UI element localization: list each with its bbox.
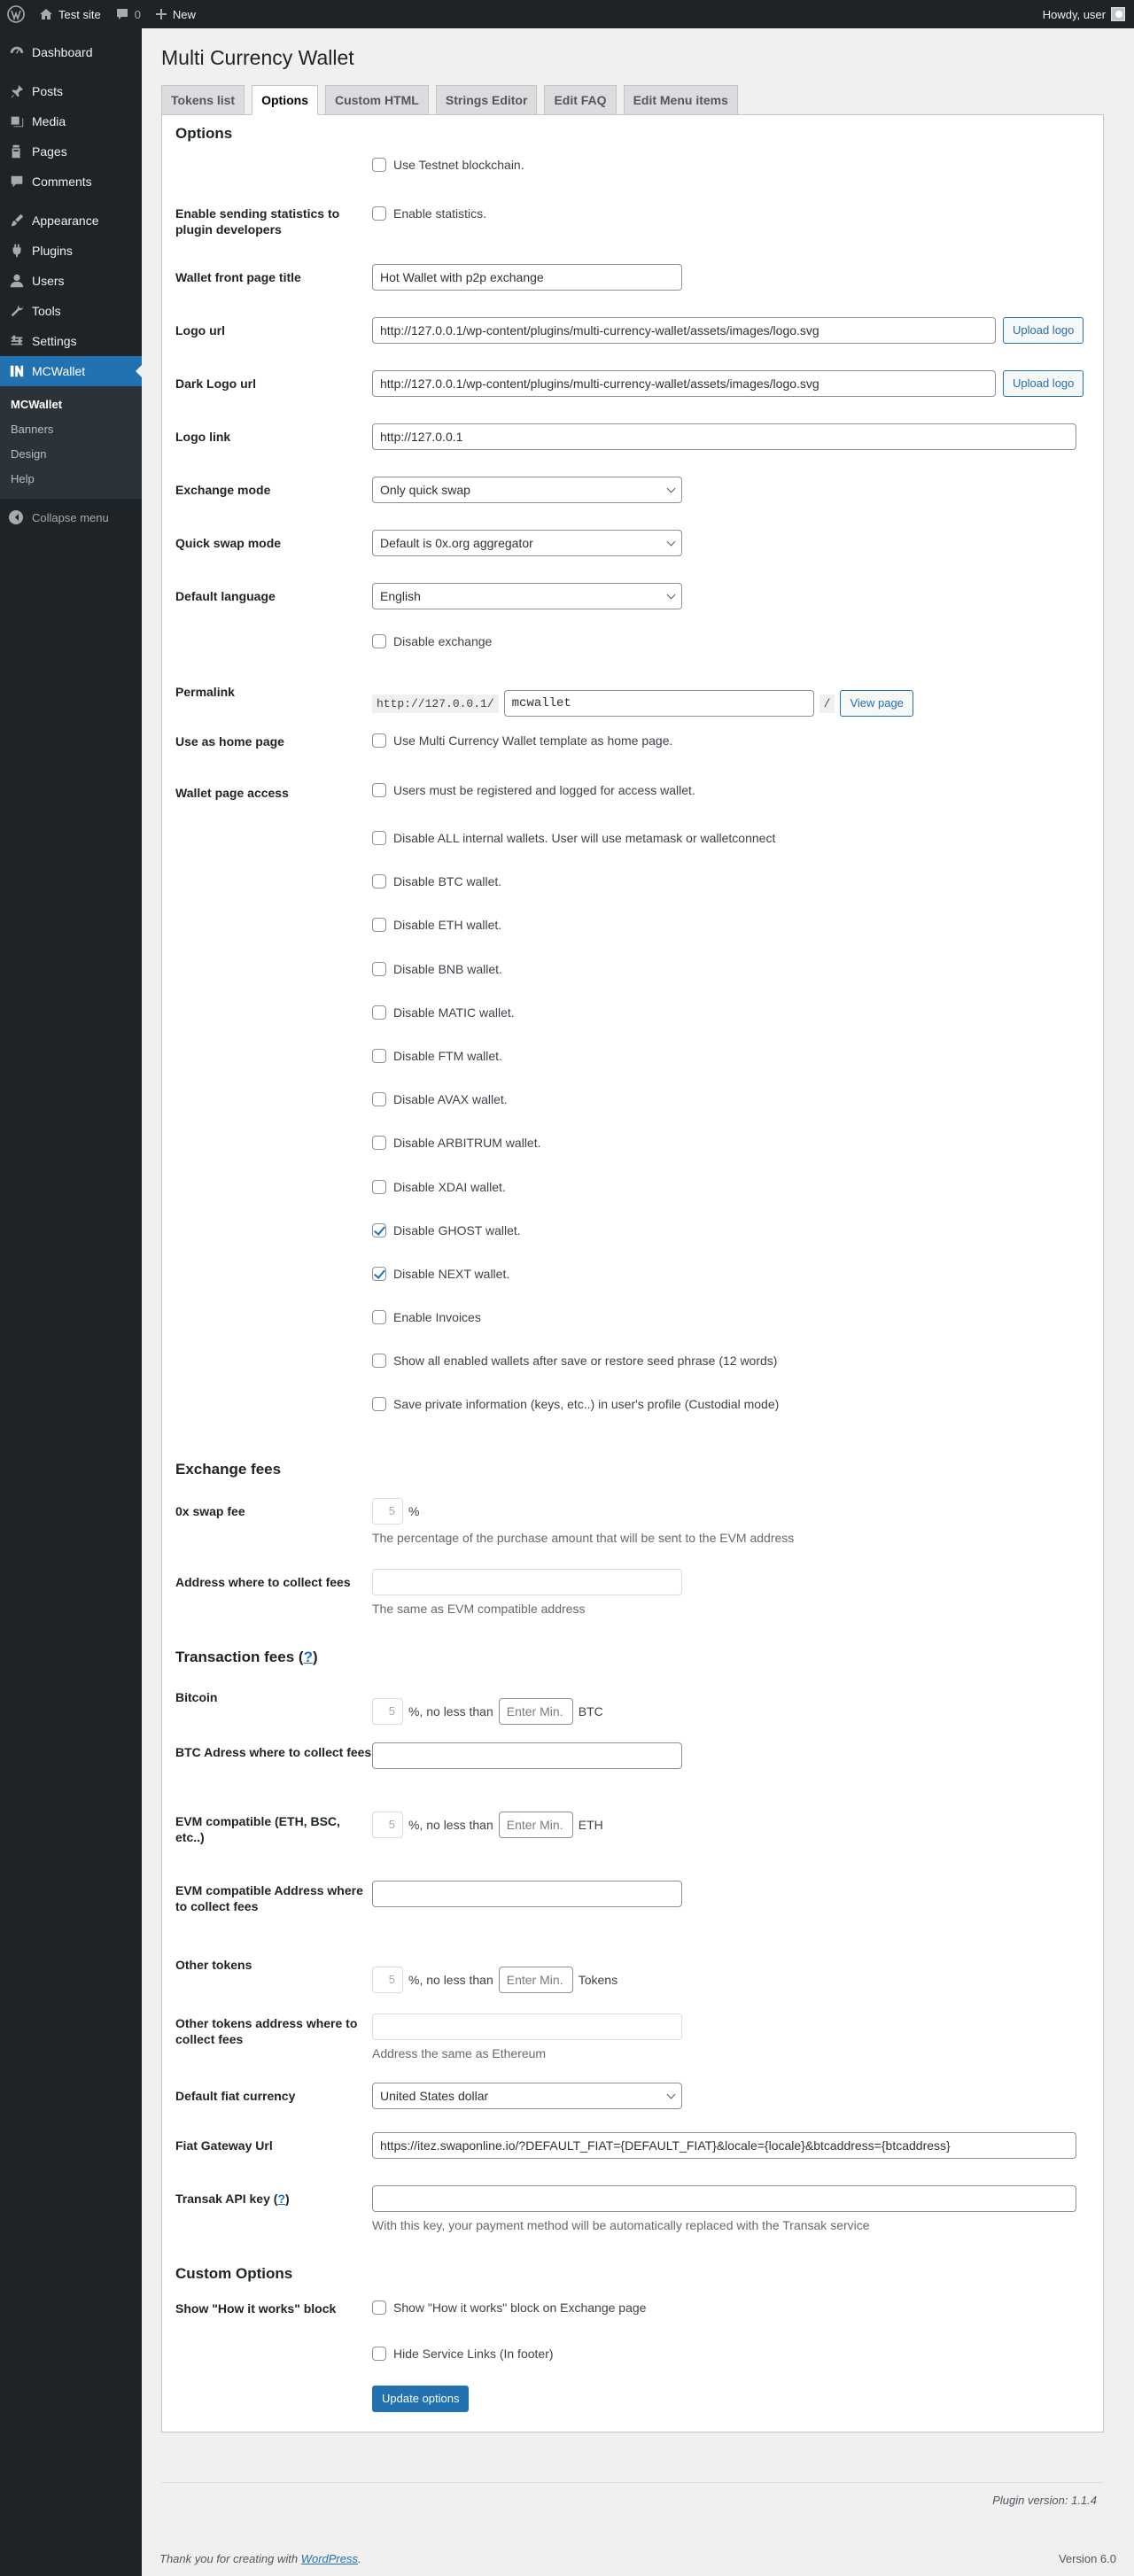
access-option-checkbox[interactable]	[372, 1180, 386, 1194]
bitcoin-min-input[interactable]: Enter Min.	[499, 1698, 573, 1725]
chevron-down-icon	[667, 591, 676, 600]
access-option	[372, 1395, 1090, 1439]
permalink-slash: /	[819, 694, 835, 713]
settings-icon	[9, 333, 25, 349]
dark-logo-url-input[interactable]: http://127.0.0.1/wp-content/plugins/multi-currency-wallet/assets/images/logo.svg	[372, 370, 996, 397]
plugin-version: Plugin version: 1.1.4	[992, 2494, 1097, 2507]
service-links-label: Hide Service Links (In footer)	[393, 2346, 554, 2361]
fiat-heading: Default fiat currency	[175, 2088, 296, 2103]
no-less-than-label: %, no less than	[408, 1817, 493, 1832]
chevron-down-icon	[667, 485, 676, 493]
dark-logo-row	[175, 370, 1090, 423]
submenu-item-mcwallet[interactable]: MCWallet	[11, 398, 63, 411]
footer-divider	[161, 2482, 1104, 2483]
access-option-label: Enable Invoices	[393, 1310, 481, 1325]
percent-sign: %	[408, 1503, 420, 1518]
sidebar-item-media[interactable]	[0, 106, 142, 136]
testnet-row	[175, 152, 1090, 206]
quick-swap-row	[175, 530, 1090, 583]
how-row	[175, 2295, 1090, 2343]
access-option-checkbox[interactable]	[372, 874, 386, 888]
pages-icon	[9, 144, 25, 159]
sidebar-item-pages[interactable]	[0, 136, 142, 167]
bitcoin-heading: Bitcoin	[175, 1689, 218, 1704]
quick-swap-select[interactable]	[372, 530, 682, 556]
transak-description: With this key, your payment method will be automatically replaced with the Transak service	[372, 2217, 870, 2232]
site-name: Test site	[58, 7, 101, 21]
gateway-row	[175, 2132, 1090, 2185]
admin-bar	[0, 0, 1134, 28]
how-checkbox[interactable]	[372, 2301, 386, 2315]
submenu-item-help[interactable]: Help	[11, 472, 35, 485]
sidebar-label: Settings	[32, 334, 77, 348]
users-icon	[9, 273, 25, 289]
gateway-url-input[interactable]: https://itez.swaponline.io/?DEFAULT_FIAT={DEFAULT_FIAT}&locale={locale}&btcaddress={btcaddress}	[372, 2132, 1076, 2159]
upload-logo-button[interactable]: Upload logo	[1003, 317, 1084, 344]
brush-icon	[9, 213, 25, 229]
title-heading: Wallet front page title	[175, 270, 301, 284]
other-address-description: Address the same as Ethereum	[372, 2045, 547, 2060]
sidebar-label: Dashboard	[32, 45, 93, 59]
access-option-checkbox[interactable]	[372, 1005, 386, 1020]
access-option-label: Disable AVAX wallet.	[393, 1092, 508, 1107]
wrench-icon	[9, 303, 25, 319]
access-option-label: Disable ETH wallet.	[393, 918, 502, 933]
access-option-checkbox[interactable]	[372, 962, 386, 976]
access-option-label: Disable BTC wallet.	[393, 874, 502, 889]
evm-address-input[interactable]	[372, 1881, 682, 1907]
sidebar-item-comments[interactable]	[0, 167, 142, 197]
comment-icon	[115, 7, 129, 21]
home-label: Use Multi Currency Wallet template as home page.	[393, 733, 673, 748]
permalink-heading: Permalink	[175, 685, 235, 699]
logo-link-row	[175, 423, 1090, 477]
tab-edit-menu-items[interactable]: Edit Menu items	[624, 85, 738, 115]
home-heading: Use as home page	[175, 734, 284, 749]
access-option-checkbox[interactable]	[372, 1092, 386, 1106]
logo-link-input[interactable]: http://127.0.0.1	[372, 423, 1076, 450]
stats-row	[175, 206, 1090, 264]
access-option-label: Disable GHOST wallet.	[393, 1222, 521, 1238]
btc-address-heading: BTC Adress where to collect fees	[175, 1744, 372, 1759]
bitcoin-fee-row	[175, 1679, 1090, 1739]
access-option	[372, 829, 1090, 873]
sidebar-item-posts[interactable]	[0, 76, 142, 106]
access-option	[372, 1178, 1090, 1222]
sidebar-item-plugins[interactable]	[0, 236, 142, 266]
access-option-checkbox[interactable]	[372, 1136, 386, 1150]
sidebar-item-users[interactable]	[0, 266, 142, 296]
exchange-mode-select[interactable]	[372, 477, 682, 503]
access-option	[372, 781, 1090, 829]
logo-url-input[interactable]: http://127.0.0.1/wp-content/plugins/multi-currency-wallet/assets/images/logo.svg	[372, 317, 996, 344]
exchange-mode-value: Only quick swap	[380, 483, 470, 497]
sidebar-label: Posts	[32, 84, 64, 98]
chevron-down-icon	[667, 2090, 676, 2099]
other-min-input[interactable]: Enter Min.	[499, 1967, 573, 1993]
submenu-item-design[interactable]: Design	[11, 447, 47, 461]
wordpress-icon	[7, 5, 25, 23]
btc-address-input[interactable]	[372, 1742, 682, 1769]
comments-count: 0	[134, 7, 141, 21]
access-option	[372, 1222, 1090, 1265]
access-option-checkbox[interactable]	[372, 1049, 386, 1063]
admin-menu	[0, 28, 142, 2576]
service-links-checkbox[interactable]	[372, 2347, 386, 2361]
fee-address-input[interactable]	[372, 1569, 682, 1595]
wordpress-link[interactable]: WordPress	[300, 2552, 358, 2565]
wp-version: Version 6.0	[1058, 2552, 1116, 2565]
gateway-heading: Fiat Gateway Url	[175, 2138, 273, 2153]
access-option-checkbox[interactable]	[372, 1310, 386, 1324]
dark-logo-heading: Dark Logo url	[175, 376, 257, 391]
access-option	[372, 916, 1090, 959]
access-option-checkbox[interactable]	[372, 1397, 386, 1411]
mcwallet-submenu	[0, 386, 142, 499]
permalink-base: http://127.0.0.1/	[372, 694, 499, 713]
pin-icon	[9, 83, 25, 99]
transaction-fees-close: )	[312, 1648, 318, 1665]
quick-swap-heading: Quick swap mode	[175, 536, 282, 550]
evm-heading: EVM compatible (ETH, BSC, etc..)	[175, 1813, 340, 1844]
bitcoin-fee-input[interactable]: 5	[372, 1698, 403, 1725]
other-fee-input[interactable]: 5	[372, 1967, 403, 1993]
wordpress-logo[interactable]	[0, 0, 32, 28]
fee-address-row	[175, 1563, 1090, 1636]
fiat-select[interactable]	[372, 2083, 682, 2109]
update-options-button[interactable]: Update options	[372, 2386, 469, 2412]
btc-address-row	[175, 1739, 1090, 1810]
stats-heading: Enable sending statistics to plugin developers	[175, 206, 340, 237]
stats-label: Enable statistics.	[393, 206, 487, 221]
mcwallet-icon	[9, 363, 25, 379]
title-row	[175, 264, 1090, 317]
avatar	[1111, 7, 1125, 21]
permalink-row	[175, 679, 1090, 728]
submit-row	[175, 2386, 1090, 2421]
greeting: Howdy, user	[1042, 7, 1106, 21]
collapse-menu-button[interactable]	[0, 502, 142, 532]
logo-row	[175, 317, 1090, 370]
footer-thanks	[159, 2552, 361, 2565]
evm-address-heading: EVM compatible Address where to collect fees	[175, 1882, 363, 1913]
my-account[interactable]	[1043, 7, 1134, 21]
main-content	[161, 28, 1104, 2432]
tab-edit-faq[interactable]: Edit FAQ	[544, 85, 616, 115]
page-title: Multi Currency Wallet	[161, 46, 354, 69]
access-checkbox-list	[372, 781, 1090, 1439]
access-heading: Wallet page access	[175, 786, 289, 800]
chevron-down-icon	[667, 538, 676, 547]
comment-icon	[9, 174, 25, 190]
access-option	[372, 960, 1090, 1004]
sidebar-item-settings[interactable]	[0, 326, 142, 356]
collapse-icon	[9, 510, 23, 524]
access-option	[372, 873, 1090, 916]
transak-title: Transak API key (	[175, 2191, 278, 2206]
transak-row	[175, 2185, 1090, 2253]
tab-tokens-list[interactable]: Tokens list	[161, 85, 245, 115]
exchange-mode-heading: Exchange mode	[175, 483, 271, 497]
evm-address-row	[175, 1879, 1090, 1948]
logo-link-heading: Logo link	[175, 430, 231, 444]
access-option-checkbox[interactable]	[372, 1223, 386, 1238]
custom-options-heading: Custom Options	[175, 2264, 293, 2282]
sidebar-label: Tools	[32, 304, 61, 318]
access-option-label: Disable XDAI wallet.	[393, 1179, 506, 1194]
access-option-label: Show all enabled wallets after save or restore seed phrase (12 words)	[393, 1354, 778, 1369]
new-content-link[interactable]	[148, 0, 203, 28]
home-icon	[39, 7, 53, 21]
exchange-fees-heading: Exchange fees	[175, 1460, 282, 1478]
options-heading: Options	[175, 125, 233, 142]
no-less-than-label: %, no less than	[408, 1972, 493, 1987]
sidebar-label: Pages	[32, 144, 67, 159]
upload-dark-logo-button[interactable]: Upload logo	[1003, 370, 1084, 397]
evm-fee-input[interactable]: 5	[372, 1812, 403, 1838]
tab-strings-editor[interactable]: Strings Editor	[436, 85, 538, 115]
sidebar-label: Media	[32, 114, 66, 128]
language-value: English	[380, 589, 421, 603]
footer-period: .	[358, 2552, 361, 2565]
access-option	[372, 1134, 1090, 1177]
access-option-checkbox[interactable]	[372, 783, 386, 797]
bitcoin-unit: BTC	[578, 1703, 603, 1719]
swap-fee-input[interactable]: 5	[372, 1498, 403, 1525]
access-option-label: Save private information (keys, etc..) in user's profile (Custodial mode)	[393, 1397, 780, 1412]
transaction-fees-heading	[175, 1636, 1090, 1679]
access-option-label: Users must be registered and logged for access wallet.	[393, 783, 695, 797]
view-page-button[interactable]: View page	[840, 690, 913, 717]
other-address-row	[175, 2008, 1090, 2079]
permalink-input[interactable]: mcwallet	[504, 690, 814, 717]
evm-unit: ETH	[578, 1817, 603, 1832]
sidebar-label: MCWallet	[32, 364, 86, 378]
plus-icon	[155, 8, 167, 20]
access-option-label: Disable NEXT wallet.	[393, 1266, 510, 1281]
service-links-row	[175, 2343, 1090, 2386]
exchange-mode-row	[175, 477, 1090, 530]
submenu-item-banners[interactable]: Banners	[11, 423, 54, 436]
collapse-label: Collapse menu	[32, 510, 109, 524]
testnet-checkbox[interactable]	[372, 158, 386, 172]
language-heading: Default language	[175, 589, 276, 603]
sidebar-label: Users	[32, 274, 65, 288]
sidebar-item-appearance[interactable]	[0, 206, 142, 236]
sidebar-item-mcwallet[interactable]	[0, 356, 142, 386]
other-heading: Other tokens	[175, 1957, 252, 1972]
fiat-row	[175, 2079, 1090, 2132]
other-fee-row	[175, 1948, 1090, 2008]
media-icon	[9, 113, 25, 129]
swap-fee-row	[175, 1491, 1090, 1563]
sidebar-item-tools[interactable]	[0, 296, 142, 326]
footer-thanks-text: Thank you for creating with	[159, 2552, 301, 2565]
options-panel	[161, 115, 1104, 2432]
no-less-than-label: %, no less than	[408, 1703, 493, 1719]
transak-close: )	[285, 2191, 290, 2206]
tab-options[interactable]: Options	[252, 85, 318, 115]
home-row	[175, 728, 1090, 781]
swap-fee-description: The percentage of the purchase amount that will be sent to the EVM address	[372, 1530, 795, 1545]
language-select[interactable]	[372, 583, 682, 609]
how-heading: Show "How it works" block	[175, 2301, 337, 2316]
swap-fee-heading: 0x swap fee	[175, 1503, 245, 1518]
disable-exchange-row	[175, 629, 1090, 679]
fee-address-heading: Address where to collect fees	[175, 1574, 351, 1589]
plug-icon	[9, 243, 25, 259]
home-checkbox[interactable]	[372, 733, 386, 748]
access-option	[372, 1090, 1090, 1134]
disable-exchange-label: Disable exchange	[393, 634, 493, 648]
other-address-heading: Other tokens address where to collect fees	[175, 2015, 358, 2046]
other-unit: Tokens	[578, 1972, 618, 1987]
other-address-input[interactable]	[372, 2013, 682, 2040]
comments-link[interactable]	[108, 0, 148, 28]
access-option-label: Disable ALL internal wallets. User will use metamask or walletconnect	[393, 831, 776, 845]
logo-heading: Logo url	[175, 323, 225, 338]
access-option-label: Disable BNB wallet.	[393, 961, 502, 976]
transak-key-input[interactable]	[372, 2185, 1076, 2212]
transaction-fees-help-link[interactable]: ?	[303, 1648, 313, 1665]
access-option	[372, 1352, 1090, 1395]
evm-min-input[interactable]: Enter Min.	[499, 1812, 573, 1838]
access-option-checkbox[interactable]	[372, 831, 386, 845]
quick-swap-value: Default is 0x.org aggregator	[380, 536, 533, 550]
access-option-label: Disable MATIC wallet.	[393, 1005, 515, 1020]
language-row	[175, 583, 1090, 629]
access-row	[175, 781, 1090, 1439]
fiat-value: United States dollar	[380, 2088, 489, 2103]
nav-tabs	[161, 85, 1104, 115]
sidebar-label: Plugins	[32, 244, 73, 258]
sidebar-label: Comments	[32, 175, 92, 189]
access-option	[372, 1004, 1090, 1047]
sidebar-label: Appearance	[32, 213, 99, 228]
stats-checkbox[interactable]	[372, 206, 386, 221]
transaction-fees-title: Transaction fees (	[175, 1648, 304, 1665]
new-label: New	[172, 7, 196, 21]
testnet-label: Use Testnet blockchain.	[393, 158, 524, 172]
how-label: Show "How it works" block on Exchange page	[393, 2300, 647, 2315]
access-option-label: Disable FTM wallet.	[393, 1048, 502, 1063]
dashboard-icon	[9, 44, 25, 60]
tab-custom-html[interactable]: Custom HTML	[325, 85, 429, 115]
evm-fee-row	[175, 1810, 1090, 1879]
transak-heading	[175, 2185, 372, 2253]
access-option	[372, 1047, 1090, 1090]
wallet-title-input[interactable]: Hot Wallet with p2p exchange	[372, 264, 682, 291]
access-option	[372, 1265, 1090, 1308]
access-option-label: Disable ARBITRUM wallet.	[393, 1136, 541, 1151]
access-option-checkbox[interactable]	[372, 1267, 386, 1281]
transak-help-link[interactable]: ?	[277, 2191, 285, 2206]
fee-address-description: The same as EVM compatible address	[372, 1601, 586, 1616]
site-name-link[interactable]	[32, 0, 108, 28]
sidebar-item-dashboard[interactable]	[0, 37, 142, 67]
access-option-checkbox[interactable]	[372, 1354, 386, 1368]
access-option-checkbox[interactable]	[372, 918, 386, 932]
disable-exchange-checkbox[interactable]	[372, 634, 386, 648]
access-option	[372, 1308, 1090, 1352]
